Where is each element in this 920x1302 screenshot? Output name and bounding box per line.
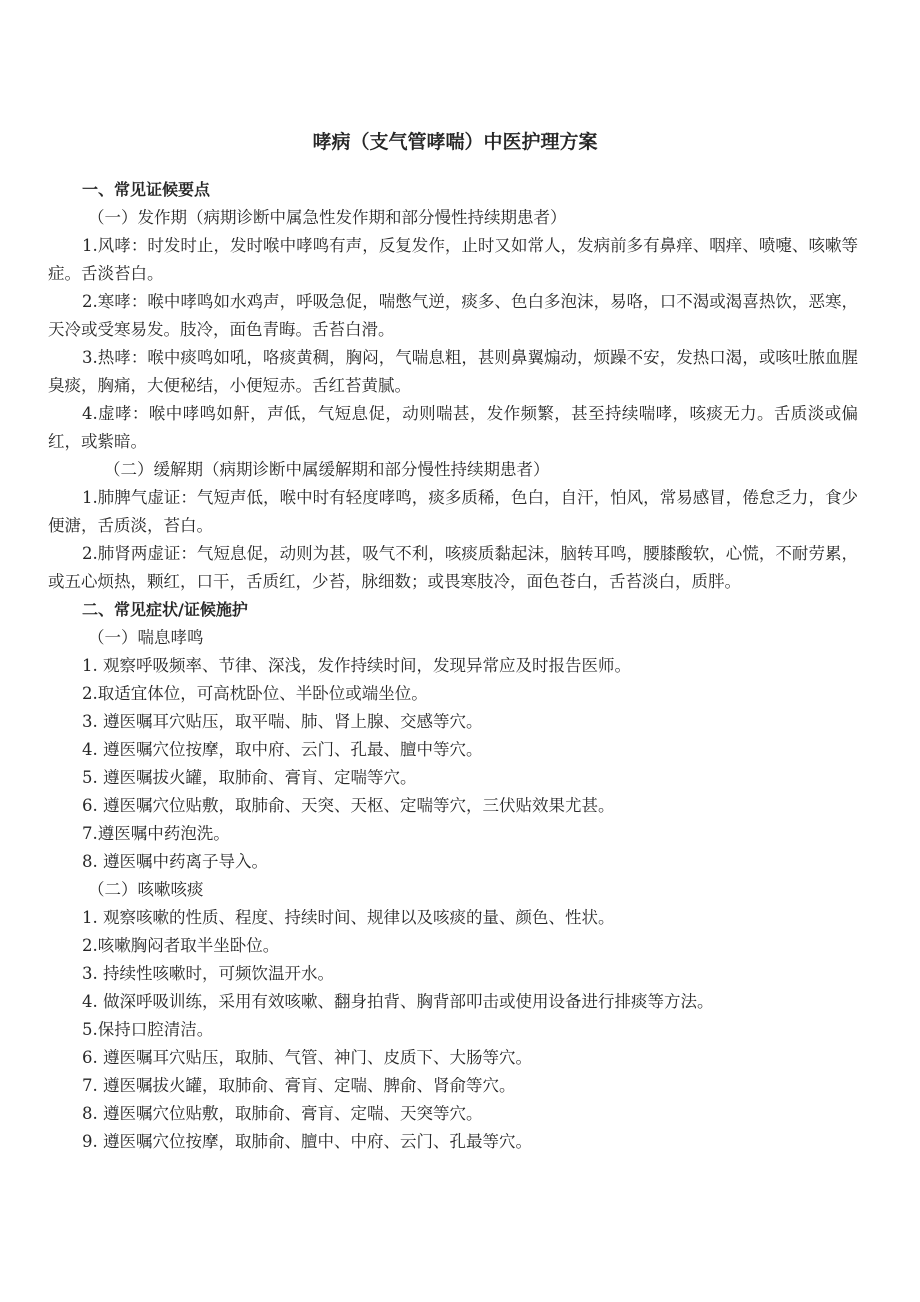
syndrome-paragraph: 2.肺肾两虚证：气短息促，动则为甚，吸气不利，咳痰质黏起沫，脑转耳鸣，腰膝酸软，心慌，不耐劳累，或五心烦热，颗红，口干，舌质红，少苔，脉细数；或畏寒肢冷，面色苍白，舌苔淡白，质胖。 xyxy=(48,544,858,591)
remission-stage-list xyxy=(48,484,858,596)
care-item: 2.咳嗽胸闷者取半坐卧位。 xyxy=(82,936,280,955)
care-item: 6. 遵医嘱穴位贴敷，取肺俞、天突、天枢、定喘等穴，三伏贴效果尤甚。 xyxy=(82,796,615,815)
care-item: 4. 遵医嘱穴位按摩，取中府、云门、孔最、膻中等穴。 xyxy=(82,740,483,759)
care-item: 8. 遵医嘱中药离子导入。 xyxy=(82,852,268,871)
syndrome-paragraph: 4.虚哮：喉中哮鸣如鼾，声低，气短息促，动则喘甚，发作频繁，甚至持续喘哮，咳痰无力。舌质淡或偏红，或紫暗。 xyxy=(48,404,858,451)
care-item: 5. 遵医嘱拔火罐，取肺俞、膏肓、定喘等穴。 xyxy=(82,768,417,787)
syndrome-paragraph: 1.肺脾气虚证：气短声低，喉中时有轻度哮鸣，痰多质稀，色白，自汗，怕风，常易感冒，倦怠乏力，食少便溏，舌质淡，苔白。 xyxy=(48,488,858,535)
care-item: 8. 遵医嘱穴位贴敷，取肺俞、膏肓、定喘、天突等穴。 xyxy=(82,1104,483,1123)
care-item: 3. 遵医嘱耳穴贴压，取平喘、肺、肾上腺、交感等穴。 xyxy=(82,712,483,731)
subheading-attack-stage: （一）发作期（病期诊断中属急性发作期和部分慢性持续期患者） xyxy=(88,208,567,227)
care-item: 3. 持续性咳嗽时，可频饮温开水。 xyxy=(82,964,334,983)
document-title: 哮病（支气管哮喘）中医护理方案 xyxy=(312,131,598,153)
subheading-remission-stage: （二）缓解期（病期诊断中属缓解期和部分慢性持续期患者） xyxy=(104,460,550,479)
section-heading-nursing: 二、常见症状/证候施护 xyxy=(82,600,248,619)
cough-care-list xyxy=(48,904,858,1156)
subheading-cough: （二）咳嗽咳痰 xyxy=(88,880,204,899)
wheeze-care-list xyxy=(48,652,858,876)
care-item: 9. 遵医嘱穴位按摩，取肺俞、膻中、中府、云门、孔最等穴。 xyxy=(82,1132,532,1151)
care-item: 5.保持口腔清洁。 xyxy=(82,1020,214,1039)
care-item: 7. 遵医嘱拔火罐，取肺俞、膏肓、定喘、脾俞、肾俞等穴。 xyxy=(82,1076,516,1095)
subheading-wheeze: （一）喘息哮鸣 xyxy=(88,628,204,647)
attack-stage-list xyxy=(48,232,858,456)
care-item: 2.取适宜体位，可高枕卧位、半卧位或端坐位。 xyxy=(82,684,428,703)
care-item: 4. 做深呼吸训练，采用有效咳嗽、翻身拍背、胸背部叩击或使用设备进行排痰等方法。 xyxy=(82,992,714,1011)
care-item: 1. 观察咳嗽的性质、程度、持续时间、规律以及咳痰的量、颜色、性状。 xyxy=(82,908,615,927)
section-heading-syndromes: 一、常见证候要点 xyxy=(82,180,211,199)
care-item: 1. 观察呼吸频率、节律、深浅，发作持续时间，发现异常应及时报告医师。 xyxy=(82,656,631,675)
syndrome-paragraph: 2.寒哮：喉中哮鸣如水鸡声，呼吸急促，喘憋气逆，痰多、色白多泡沫，易咯，口不渴或渴喜热饮，恶寒，天冷或受寒易发。肢冷，面色青晦。舌苔白滑。 xyxy=(48,292,858,339)
syndrome-paragraph: 1.风哮：时发时止，发时喉中哮鸣有声，反复发作，止时又如常人，发病前多有鼻痒、咽痒、喷嚏、咳嗽等症。舌淡苔白。 xyxy=(48,236,858,283)
syndrome-paragraph: 3.热哮：喉中痰鸣如吼，咯痰黄稠，胸闷，气喘息粗，甚则鼻翼煽动，烦躁不安，发热口渴，或咳吐脓血腥臭痰，胸痛，大便秘结，小便短赤。舌红苔黄腻。 xyxy=(48,348,858,395)
care-item: 7.遵医嘱中药泡洗。 xyxy=(82,824,230,843)
care-item: 6. 遵医嘱耳穴贴压，取肺、气管、神门、皮质下、大肠等穴。 xyxy=(82,1048,532,1067)
